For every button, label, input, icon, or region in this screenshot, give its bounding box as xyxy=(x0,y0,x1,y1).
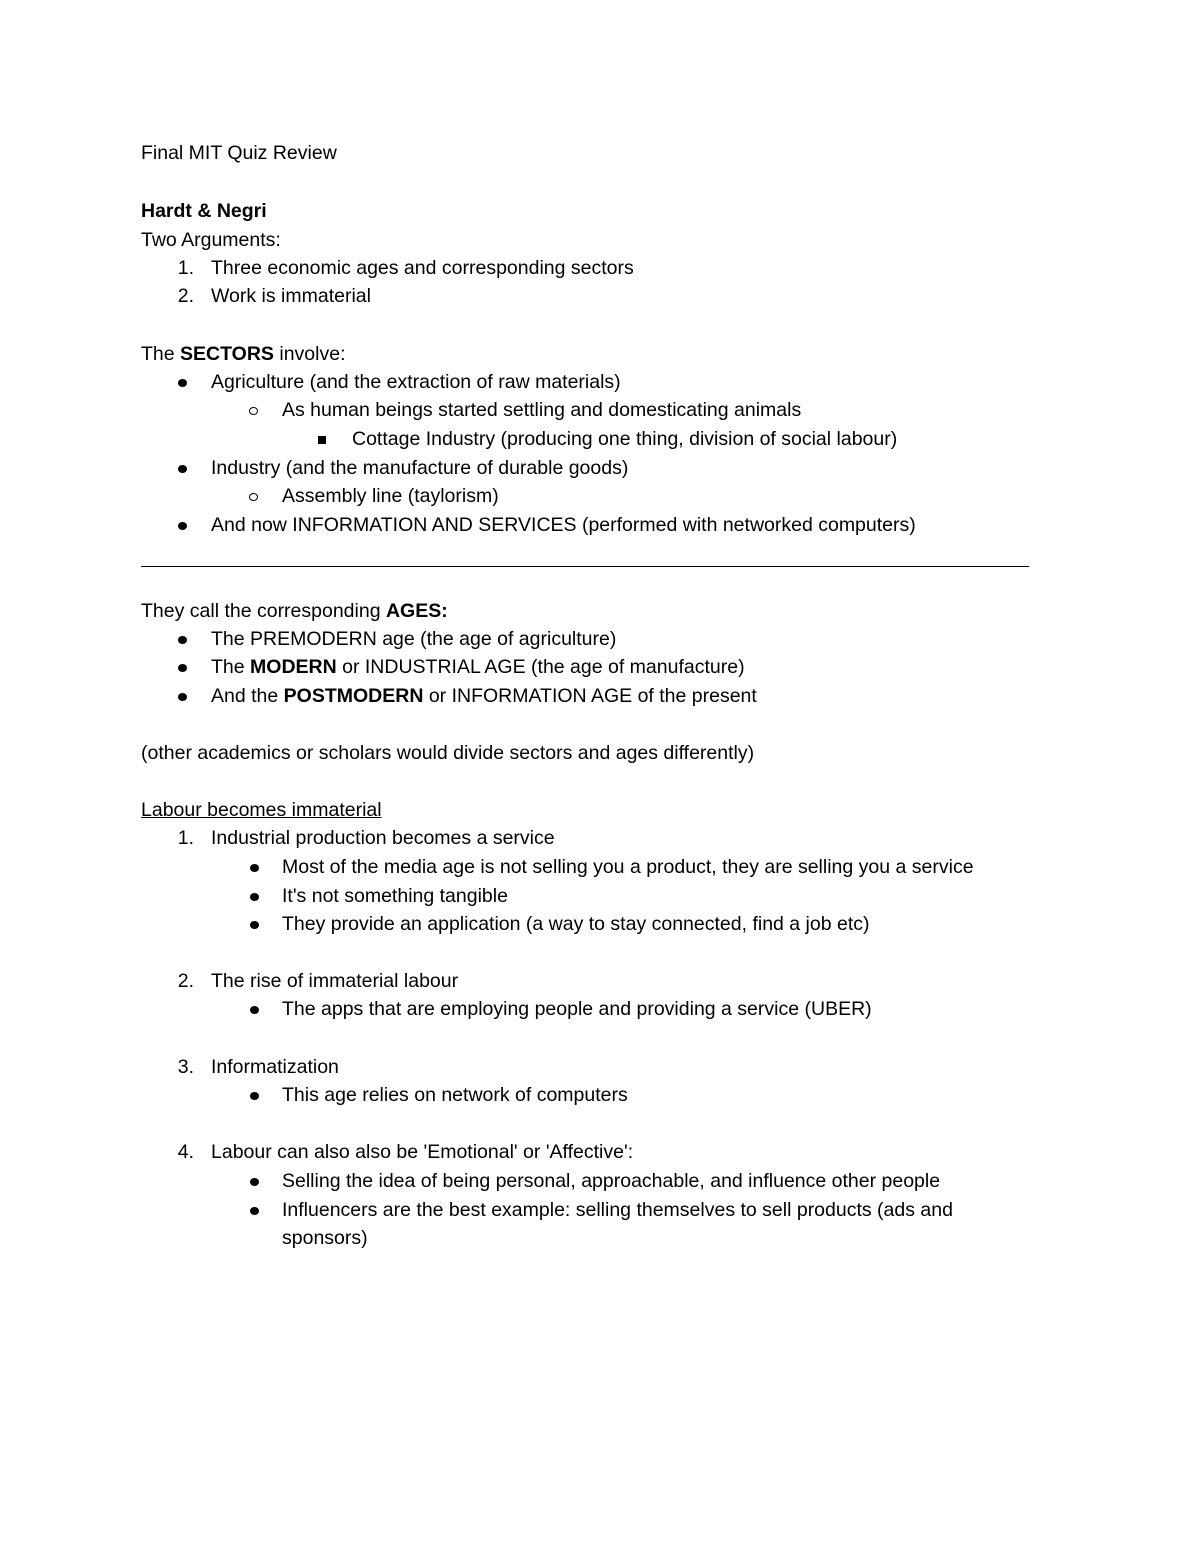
bullet-icon xyxy=(250,893,259,901)
list-item: They provide an application (a way to stay connected, find a job etc) xyxy=(282,913,870,935)
hollow-bullet-icon xyxy=(249,493,258,501)
section-heading: Hardt & Negri xyxy=(141,200,267,222)
list-item: The MODERN or INDUSTRIAL AGE (the age of manufacture) xyxy=(211,656,745,678)
list-item: Most of the media age is not selling you a product, they are selling you a service xyxy=(282,856,974,878)
square-bullet-icon xyxy=(318,436,326,444)
list-number: 2. xyxy=(177,285,194,307)
sectors-keyword: SECTORS xyxy=(180,343,274,365)
list-number: 4. xyxy=(177,1141,194,1163)
list-item: Selling the idea of being personal, approachable, and influence other people xyxy=(282,1170,941,1192)
list-item: Industrial production becomes a service xyxy=(211,827,555,849)
list-item: Labour can also also be 'Emotional' or 'Affective': xyxy=(211,1141,634,1163)
bullet-icon xyxy=(250,921,259,929)
sectors-intro: The SECTORS involve: xyxy=(141,343,346,365)
bullet-icon xyxy=(178,636,187,644)
list-item: Influencers are the best example: selling themselves to sell products (ads and xyxy=(282,1199,953,1221)
list-item: Work is immaterial xyxy=(211,285,371,307)
hollow-bullet-icon xyxy=(249,407,258,415)
list-item: Industry (and the manufacture of durable goods) xyxy=(211,457,629,479)
bullet-icon xyxy=(178,693,187,701)
list-number: 3. xyxy=(177,1056,194,1078)
list-number: 2. xyxy=(177,970,194,992)
list-item: The rise of immaterial labour xyxy=(211,970,459,992)
list-item: And now INFORMATION AND SERVICES (performed with networked computers) xyxy=(211,514,916,536)
list-item: This age relies on network of computers xyxy=(282,1084,628,1106)
labour-heading: Labour becomes immaterial xyxy=(141,799,382,821)
list-number: 1. xyxy=(177,257,194,279)
note-text: (other academics or scholars would divide sectors and ages differently) xyxy=(141,742,755,764)
list-item: The apps that are employing people and providing a service (UBER) xyxy=(282,998,872,1020)
list-item: The PREMODERN age (the age of agriculture) xyxy=(211,628,617,650)
ages-intro: They call the corresponding AGES: xyxy=(141,600,448,622)
bullet-icon xyxy=(250,864,259,872)
bullet-icon xyxy=(250,1006,259,1014)
bullet-icon xyxy=(250,1092,259,1100)
document-title: Final MIT Quiz Review xyxy=(141,142,337,164)
bullet-icon xyxy=(178,465,187,473)
list-item: Informatization xyxy=(211,1056,339,1078)
ages-keyword: AGES: xyxy=(385,600,448,622)
list-item: Agriculture (and the extraction of raw materials) xyxy=(211,371,621,393)
bullet-icon xyxy=(178,664,187,672)
list-item: Cottage Industry (producing one thing, division of social labour) xyxy=(352,428,898,450)
list-item: As human beings started settling and domesticating animals xyxy=(282,399,802,421)
list-number: 1. xyxy=(177,827,194,849)
horizontal-rule xyxy=(141,566,1029,567)
bullet-icon xyxy=(178,522,187,530)
bullet-icon xyxy=(250,1178,259,1186)
list-item-continuation: sponsors) xyxy=(282,1227,368,1249)
list-item: And the POSTMODERN or INFORMATION AGE of the present xyxy=(211,685,757,707)
bullet-icon xyxy=(250,1207,259,1215)
list-item: Three economic ages and corresponding sectors xyxy=(211,257,634,279)
list-item: It's not something tangible xyxy=(282,885,508,907)
bullet-icon xyxy=(178,379,187,387)
arguments-intro: Two Arguments: xyxy=(141,229,281,251)
list-item: Assembly line (taylorism) xyxy=(282,485,499,507)
